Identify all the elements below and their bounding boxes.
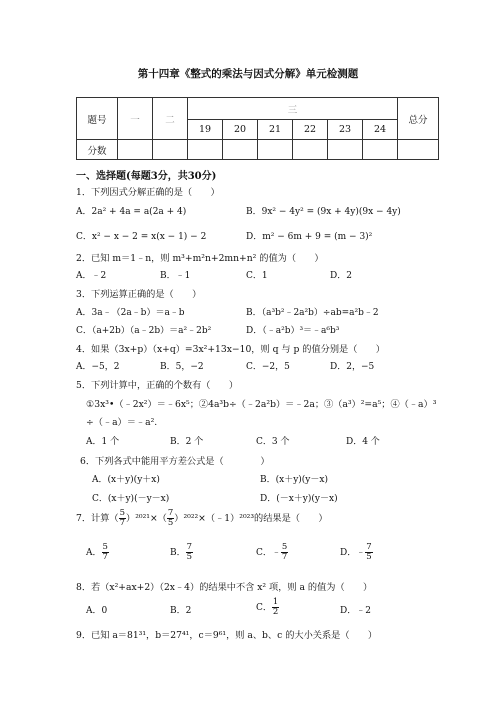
row-fenshu: 分数 [77, 140, 118, 160]
question-4-option-d: D．2，−5 [330, 362, 375, 372]
fraction-numerator: 5 [102, 542, 108, 552]
question-6-option-b: B．(x＋y)(y－x) [260, 475, 328, 485]
col-20: 20 [223, 120, 258, 140]
question-6-stem: 6．下列各式中能用平方差公式是（ ） [80, 456, 270, 467]
section-heading: 一、选择题(每题3分，共30分) [76, 171, 217, 182]
page-title: 第十四章《整式的乘法与因式分解》单元检测题 [137, 68, 359, 80]
fraction-denominator: 5 [167, 518, 174, 528]
col-21: 21 [258, 120, 293, 140]
question-8-option-d: D．﹣2 [340, 606, 371, 616]
question-4-option-b: B．5，−2 [160, 362, 204, 372]
question-2-option-b: B．﹣1 [160, 271, 191, 281]
question-5-option-a: A．1 个 [86, 437, 120, 447]
score-cell [258, 140, 293, 160]
question-5-stem: 5．下列计算中，正确的个数有（ ） [76, 380, 239, 391]
question-3-option-c: C．（a+2b）（a﹣2b）＝a²﹣2b² [76, 326, 212, 336]
question-3-option-d: D．（﹣a²b）³＝﹣a⁶b³ [246, 326, 340, 336]
question-2-option-a: A．﹣2 [76, 271, 107, 281]
fraction-denominator: 5 [186, 552, 193, 562]
col-23: 23 [328, 120, 363, 140]
question-7-option-a [86, 543, 109, 562]
question-7-option-c [256, 543, 288, 562]
question-6-option-d: D．(－x＋y)(y－x) [260, 494, 338, 504]
option-label: C．﹣ [256, 548, 281, 558]
fraction-denominator: 7 [119, 518, 126, 528]
question-4-option-a: A．−5，2 [76, 362, 120, 372]
fraction [281, 543, 288, 562]
score-cell [223, 140, 258, 160]
fraction-numerator: 7 [366, 542, 372, 552]
score-cell [328, 140, 363, 160]
fraction [365, 543, 372, 562]
header-yi: 一 [118, 98, 153, 140]
score-cell [293, 140, 328, 160]
fraction-denominator: 5 [366, 552, 372, 562]
question-5-line-2: ÷（﹣a）＝﹣a². [86, 417, 158, 428]
header-zongfen: 总分 [398, 98, 439, 140]
question-7-stem-part: ）²⁰²¹×（ [126, 513, 167, 524]
question-5-option-c: C．3 个 [256, 437, 290, 447]
score-cell [398, 140, 439, 160]
question-8-option-a: A．0 [86, 606, 108, 616]
question-4-stem: 4．如果（3x+p）（x+q）=3x²+13x−10，则 q 与 p 的值分别是（ ） [76, 344, 385, 355]
question-1-option-b: B．9x² − 4y² = (9x + 4y)(9x − 4y) [246, 207, 401, 217]
question-8-stem: 8．若（x²+ax+2）（2x﹣4）的结果中不含 x² 项，则 a 的值为（ ） [76, 582, 373, 593]
fraction [102, 543, 109, 562]
score-cell [118, 140, 153, 160]
question-2-option-c: C．1 [246, 271, 268, 281]
question-5-option-b: B．2 个 [170, 437, 204, 447]
header-tihao: 题号 [77, 98, 118, 140]
question-7-stem [76, 509, 328, 528]
score-cell [363, 140, 398, 160]
question-3-stem: 3．下列运算正确的是（ ） [76, 289, 202, 300]
fraction-numerator: 5 [281, 542, 288, 552]
option-label: C． [256, 603, 272, 613]
question-7-stem-part: ）²⁰²²×（﹣1）²⁰²³的结果是（ ） [174, 513, 328, 524]
col-24: 24 [363, 120, 398, 140]
question-7-option-d [340, 543, 373, 562]
question-8-option-b: B．2 [170, 606, 192, 616]
score-table [76, 97, 439, 160]
col-19: 19 [188, 120, 223, 140]
question-3-option-b: B．（a³b²﹣2a²b）÷ab=a²b﹣2 [246, 308, 379, 318]
question-7-stem-part: 7．计算（ [76, 513, 119, 524]
question-9-stem: 9．已知 a＝81³¹，b＝27⁴¹，c＝9⁶¹，则 a、b、c 的大小关系是（ ） [76, 630, 378, 641]
option-label: A． [86, 548, 102, 558]
fraction-denominator: 7 [102, 552, 108, 562]
question-6-option-c: C．(x＋y)(－y－x) [92, 494, 170, 504]
option-label: D．﹣ [340, 548, 366, 558]
question-4-option-c: C．−2，5 [246, 362, 290, 372]
question-2-option-d: D．2 [330, 271, 352, 281]
fraction-denominator: 7 [281, 552, 288, 562]
question-1-stem: 1．下列因式分解正确的是（ ） [76, 187, 220, 198]
fraction-denominator: 2 [272, 607, 279, 617]
question-2-stem: 2．已知 m＝1﹣n，则 m³+m²n+2mn+n² 的值为（ ） [76, 253, 324, 264]
col-22: 22 [293, 120, 328, 140]
question-7-option-b [170, 543, 193, 562]
score-cell [153, 140, 188, 160]
fraction [272, 598, 279, 617]
fraction-numerator: 7 [167, 508, 174, 518]
fraction-numerator: 7 [186, 542, 193, 552]
question-1-option-c: C．x² − x − 2 = x(x − 1) − 2 [76, 232, 207, 242]
question-1-option-a: A．2a² + 4a = a(2a + 4) [76, 207, 187, 217]
question-1-option-d: D．m² − 6m + 9 = (m − 3)² [246, 232, 373, 242]
question-5-line-1: ①3x³•（﹣2x²）＝﹣6x⁵；②4a³b÷（﹣2a²b）＝﹣2a；③（a³）²=a⁵；④（﹣a）³ [86, 399, 437, 410]
question-6-option-a: A．(x＋y)(y＋x) [92, 475, 160, 485]
fraction-numerator: 5 [119, 508, 126, 518]
fraction-numerator: 1 [272, 597, 279, 607]
header-san: 三 [188, 98, 398, 120]
score-cell [188, 140, 223, 160]
option-label: B． [170, 548, 186, 558]
fraction [186, 543, 193, 562]
question-3-option-a: A．3a﹣（2a﹣b）＝a﹣b [76, 308, 185, 318]
header-er: 二 [153, 98, 188, 140]
question-5-option-d: D．4 个 [346, 437, 380, 447]
fraction [119, 509, 126, 528]
question-8-option-c [256, 598, 279, 617]
